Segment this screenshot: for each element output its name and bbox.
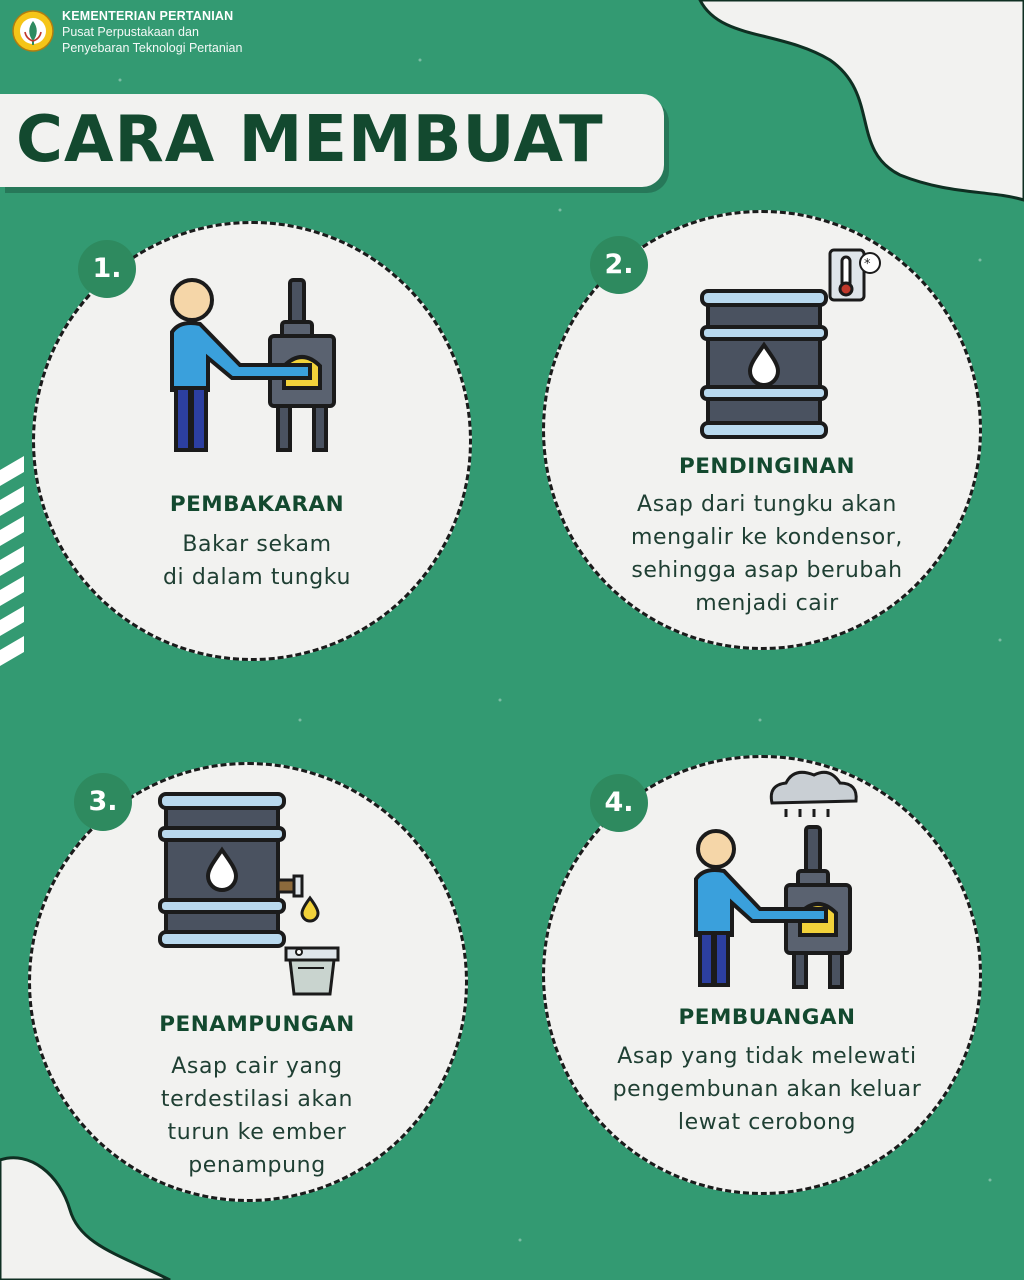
- step-4-number-badge: 4.: [590, 774, 648, 832]
- step-3-number-badge: 3.: [74, 773, 132, 831]
- step-4-description: Asap yang tidak melewati pengembunan akan keluar lewat cerobong: [612, 1044, 922, 1135]
- step-2-description: Asap dari tungku akan mengalir ke kondensor, sehingga asap berubah menjadi cair: [630, 492, 904, 616]
- furnace-smoke-cloud-icon: [690, 765, 890, 990]
- ministry-name: KEMENTERIAN PERTANIAN: [62, 9, 234, 23]
- person-stoking-furnace-icon: [160, 270, 350, 460]
- svg-text:*: *: [864, 257, 871, 272]
- step-1-description: Bakar sekam di dalam tungku: [162, 532, 352, 590]
- page-title: CARA MEMBUAT: [16, 103, 604, 177]
- ministry-header: [62, 8, 242, 56]
- ministry-logo: [12, 10, 54, 52]
- cold-barrel-thermometer-icon: [700, 245, 890, 440]
- step-1-title: PEMBAKARAN: [169, 492, 345, 517]
- step-1-number-badge: 1.: [78, 240, 136, 298]
- unit-name-line2: Penyebaran Teknologi Pertanian: [62, 41, 243, 55]
- step-3-description: Asap cair yang terdestilasi akan turun ke ember penampung: [160, 1054, 354, 1178]
- step-3-title: PENAMPUNGAN: [159, 1012, 355, 1037]
- step-2-number-badge: 2.: [590, 236, 648, 294]
- barrel-tap-bucket-icon: [158, 792, 348, 997]
- step-4-title: PEMBUANGAN: [678, 1005, 856, 1030]
- unit-name-line1: Pusat Perpustakaan dan: [62, 25, 199, 39]
- step-2-title: PENDINGINAN: [678, 454, 856, 479]
